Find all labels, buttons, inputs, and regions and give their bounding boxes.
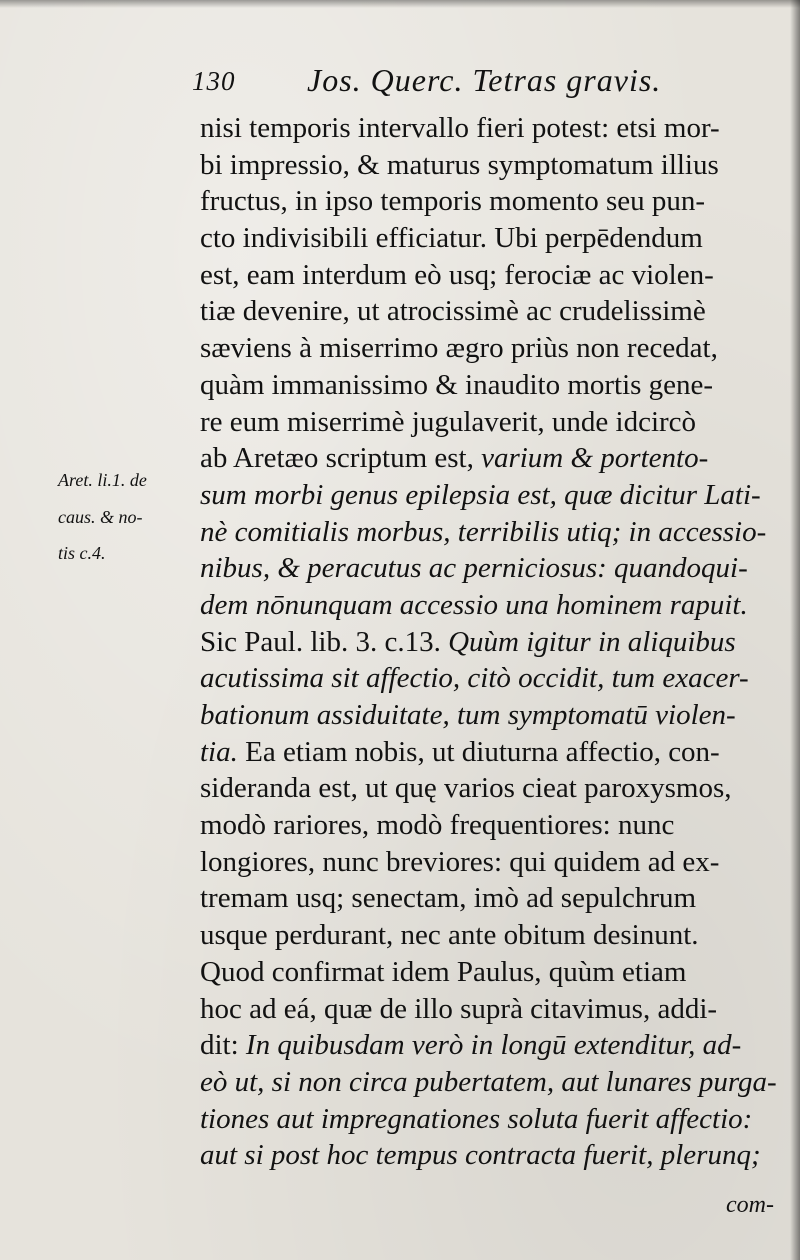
roman-text-segment: ab Aretæo scriptum est,: [200, 442, 482, 475]
text-line: [200, 477, 788, 514]
roman-text-segment: sideranda est, ut quę varios cieat paroxysmos,: [200, 772, 732, 805]
text-line: [200, 844, 788, 881]
text-line: [200, 734, 788, 771]
text-line: [200, 293, 788, 330]
marginal-note: [58, 462, 198, 572]
italic-quotation-segment: acutissima sit affectio, citò occidit, tum exacer-: [200, 662, 749, 695]
text-line: [200, 183, 788, 220]
text-line: [200, 1137, 788, 1174]
italic-quotation-segment: bationum assiduitate, tum symptomatū violen-: [200, 699, 736, 731]
roman-text-segment: Ea etiam nobis, ut diuturna affectio, con-: [237, 735, 720, 768]
text-line: [200, 587, 788, 624]
marginal-note-line: caus. & no-: [58, 506, 143, 527]
roman-text-segment: fructus, in ipso temporis momento seu pun-: [200, 185, 706, 218]
marginal-note-line: tis c.4.: [58, 543, 106, 564]
running-title: Jos. Querc. Tetras gravis.: [307, 62, 662, 98]
roman-text-segment: bi impressio, & maturus symptomatum illius: [200, 148, 719, 181]
text-line: [200, 770, 788, 807]
roman-text-segment: nisi temporis intervallo fieri potest: etsi mor-: [200, 112, 720, 144]
text-line: [200, 440, 788, 477]
roman-text-segment: usque perdurant, nec ante obitum desinunt.: [200, 919, 699, 952]
italic-quotation-segment: tiones aut impregnationes soluta fuerit affectio:: [200, 1102, 753, 1135]
text-line: [200, 147, 788, 184]
italic-quotation-segment: sum morbi genus epilepsia est, quæ dicitur Lati-: [200, 478, 761, 511]
page-gutter-shadow: [790, 0, 800, 1260]
italic-quotation-segment: nibus, & peracutus ac perniciosus: quandoqui-: [200, 552, 748, 585]
roman-text-segment: quàm immanissimo & inaudito mortis gene-: [200, 368, 714, 401]
text-line: [200, 1027, 788, 1064]
text-line: [200, 1101, 788, 1138]
running-head: [192, 62, 672, 102]
text-line: [200, 404, 788, 441]
roman-text-segment: Sic Paul. lib. 3. c.13.: [200, 625, 449, 658]
italic-quotation-segment: aut si post hoc tempus contracta fuerit, plerunq;: [200, 1139, 761, 1172]
roman-text-segment: dit:: [200, 1029, 246, 1062]
catchword: com-: [726, 1192, 774, 1218]
roman-text-segment: Quod confirmat idem Paulus, quùm etiam: [200, 955, 687, 988]
marginal-note-line: Aret. li.1. de: [58, 470, 147, 490]
main-text-block: [200, 110, 788, 1174]
text-line: [200, 660, 788, 697]
italic-quotation-segment: eò ut, si non circa pubertatem, aut lunares purga-: [200, 1065, 777, 1098]
text-line: [200, 550, 788, 587]
italic-quotation-segment: nè comitialis morbus, terribilis utiq; in accessio-: [200, 515, 767, 548]
roman-text-segment: est, eam interdum eò usq; ferociæ ac violen-: [200, 258, 714, 291]
text-line: [200, 880, 788, 917]
italic-quotation-segment: tia.: [200, 735, 238, 768]
roman-text-segment: modò rariores, modò frequentiores: nunc: [200, 809, 675, 842]
italic-quotation-segment: varium & portento-: [481, 442, 709, 475]
text-line: [200, 110, 788, 147]
roman-text-segment: cto indivisibili efficiatur. Ubi perpēdendum: [200, 222, 703, 255]
text-line: [200, 917, 788, 954]
text-line: [200, 367, 788, 404]
text-line: [200, 991, 788, 1028]
italic-quotation-segment: Quùm igitur in aliquibus: [448, 625, 736, 658]
text-line: [200, 954, 788, 991]
roman-text-segment: longiores, nunc breviores: qui quidem ad ex-: [200, 845, 720, 878]
roman-text-segment: tiæ devenire, ut atrocissimè ac crudelissimè: [200, 295, 706, 328]
text-line: [200, 624, 788, 661]
text-line: [200, 257, 788, 294]
page-number: 130: [192, 66, 236, 96]
italic-quotation-segment: In quibusdam verò in longū extenditur, ad-: [245, 1029, 742, 1062]
roman-text-segment: sæviens à miserrimo ægro priùs non recedat,: [200, 332, 718, 365]
roman-text-segment: hoc ad eá, quæ de illo suprà citavimus, addi-: [200, 992, 718, 1025]
text-line: [200, 807, 788, 844]
roman-text-segment: tremam usq; senectam, imò ad sepulchrum: [200, 882, 697, 915]
text-line: [200, 1064, 788, 1101]
roman-text-segment: re eum miserrimè jugulaverit, unde idcircò: [200, 405, 697, 438]
text-line: [200, 697, 788, 734]
text-line: [200, 514, 788, 551]
page-top-shadow: [0, 0, 800, 8]
italic-quotation-segment: dem nōnunquam accessio una hominem rapuit.: [200, 588, 748, 621]
text-line: [200, 220, 788, 257]
text-line: [200, 330, 788, 367]
